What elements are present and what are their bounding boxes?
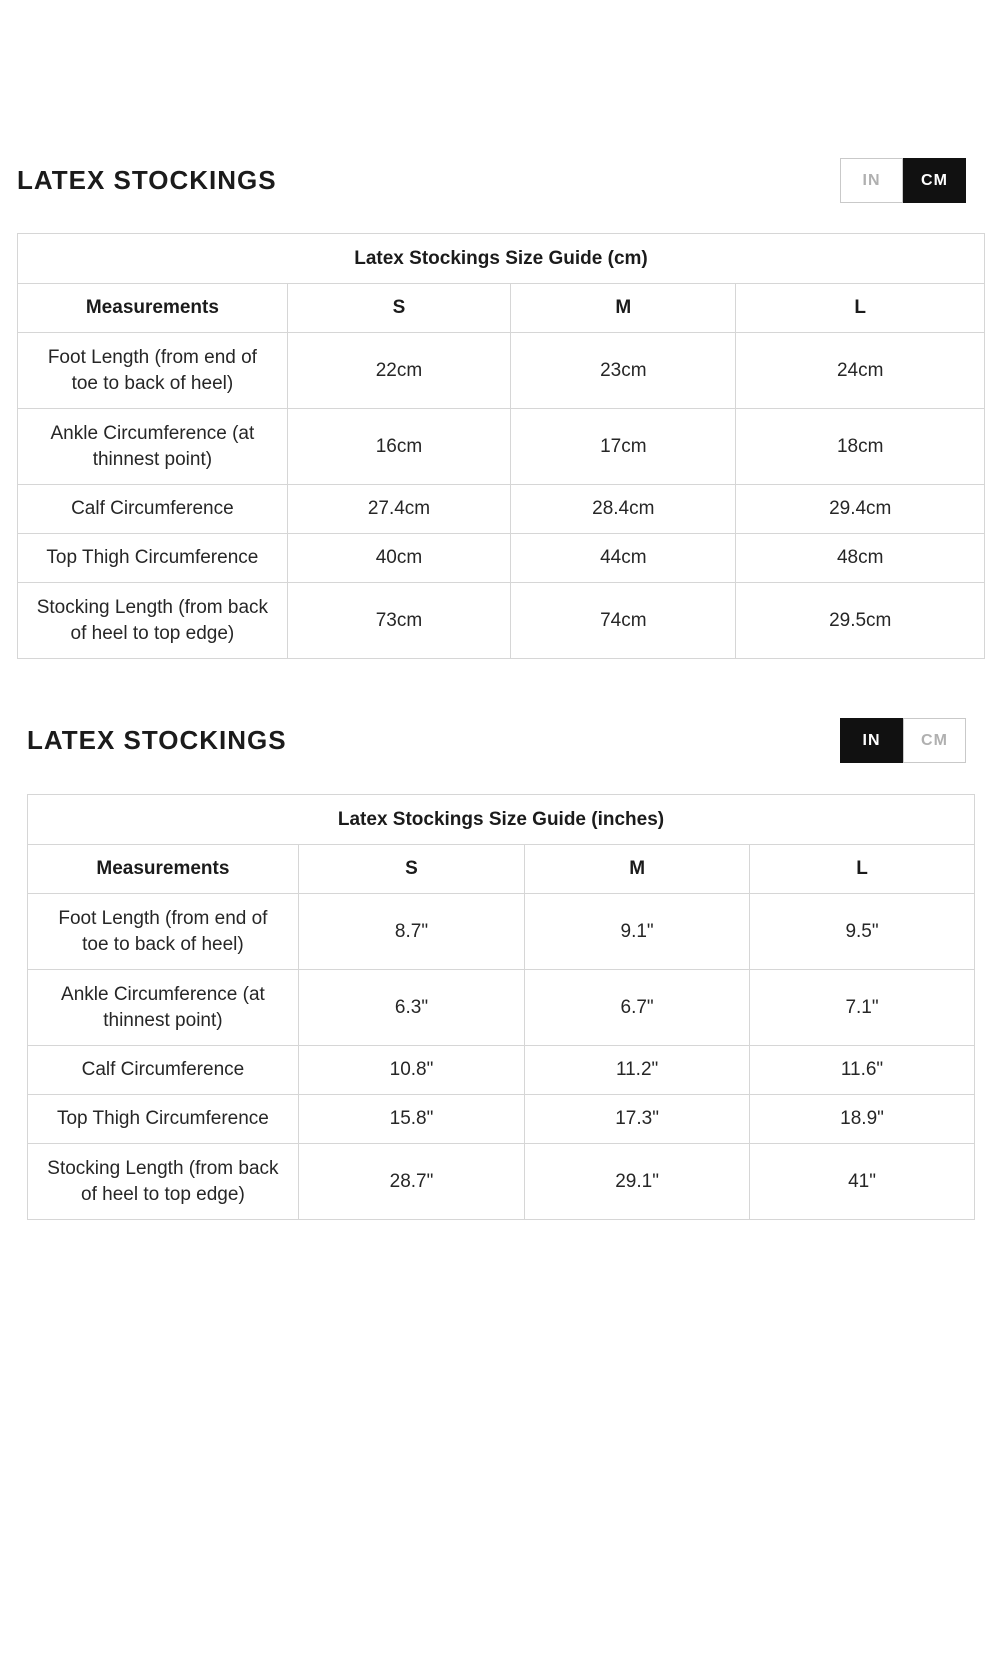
section-header <box>27 718 966 763</box>
size-table-inches-wrap <box>27 794 975 1220</box>
measurement-label: Top Thigh Circumference <box>18 534 288 583</box>
measurement-label: Stocking Length (from back of heel to top edge) <box>28 1144 299 1220</box>
measurement-label: Foot Length (from end of toe to back of heel) <box>18 333 288 409</box>
size-table-cm-wrap <box>17 233 985 659</box>
table-row <box>28 970 975 1046</box>
size-value: 9.5" <box>750 894 975 970</box>
toggle-cm-button[interactable]: CM <box>903 718 966 763</box>
size-value: 29.1" <box>525 1144 750 1220</box>
table-row <box>28 1046 975 1095</box>
table-row <box>18 333 985 409</box>
size-value: 44cm <box>511 534 736 583</box>
measurement-label: Calf Circumference <box>28 1046 299 1095</box>
size-value: 17cm <box>511 409 736 485</box>
size-value: 29.5cm <box>736 583 985 659</box>
section-inches <box>0 718 1000 1220</box>
table-row <box>18 583 985 659</box>
table-row <box>18 534 985 583</box>
column-header-s: S <box>287 284 510 333</box>
size-table-inches <box>27 794 975 1220</box>
size-value: 28.4cm <box>511 485 736 534</box>
size-value: 27.4cm <box>287 485 510 534</box>
size-value: 9.1" <box>525 894 750 970</box>
measurement-label: Foot Length (from end of toe to back of heel) <box>28 894 299 970</box>
size-value: 18.9" <box>750 1095 975 1144</box>
column-header-s: S <box>298 845 524 894</box>
table-title: Latex Stockings Size Guide (cm) <box>18 234 985 284</box>
size-value: 48cm <box>736 534 985 583</box>
size-value: 6.3" <box>298 970 524 1046</box>
measurement-label: Stocking Length (from back of heel to top edge) <box>18 583 288 659</box>
toggle-in-button[interactable]: IN <box>840 158 903 203</box>
column-header-l: L <box>736 284 985 333</box>
table-row <box>28 894 975 970</box>
table-row <box>28 1144 975 1220</box>
measurement-label: Ankle Circumference (at thinnest point) <box>18 409 288 485</box>
size-value: 24cm <box>736 333 985 409</box>
table-row <box>28 1095 975 1144</box>
table-row <box>18 409 985 485</box>
size-value: 40cm <box>287 534 510 583</box>
size-value: 28.7" <box>298 1144 524 1220</box>
size-value: 29.4cm <box>736 485 985 534</box>
size-value: 6.7" <box>525 970 750 1046</box>
section-header <box>17 158 966 203</box>
toggle-cm-button[interactable]: CM <box>903 158 966 203</box>
size-value: 73cm <box>287 583 510 659</box>
size-value: 11.6" <box>750 1046 975 1095</box>
column-header-l: L <box>750 845 975 894</box>
column-header-measurements: Measurements <box>18 284 288 333</box>
size-value: 41" <box>750 1144 975 1220</box>
column-header-m: M <box>511 284 736 333</box>
toggle-in-button[interactable]: IN <box>840 718 903 763</box>
size-value: 17.3" <box>525 1095 750 1144</box>
unit-toggle <box>840 158 966 203</box>
size-value: 15.8" <box>298 1095 524 1144</box>
column-header-row <box>18 284 985 333</box>
page-title: LATEX STOCKINGS <box>27 725 287 755</box>
size-table-cm <box>17 233 985 659</box>
measurement-label: Ankle Circumference (at thinnest point) <box>28 970 299 1046</box>
size-value: 8.7" <box>298 894 524 970</box>
size-value: 18cm <box>736 409 985 485</box>
section-cm <box>0 158 1000 659</box>
size-value: 23cm <box>511 333 736 409</box>
measurement-label: Top Thigh Circumference <box>28 1095 299 1144</box>
size-value: 10.8" <box>298 1046 524 1095</box>
column-header-m: M <box>525 845 750 894</box>
column-header-measurements: Measurements <box>28 845 299 894</box>
size-value: 16cm <box>287 409 510 485</box>
column-header-row <box>28 845 975 894</box>
table-row <box>18 485 985 534</box>
unit-toggle <box>840 718 966 763</box>
size-value: 22cm <box>287 333 510 409</box>
measurement-label: Calf Circumference <box>18 485 288 534</box>
size-value: 11.2" <box>525 1046 750 1095</box>
table-title: Latex Stockings Size Guide (inches) <box>28 795 975 845</box>
size-value: 74cm <box>511 583 736 659</box>
page-title: LATEX STOCKINGS <box>17 165 277 195</box>
size-guide-page <box>0 158 1000 1658</box>
size-value: 7.1" <box>750 970 975 1046</box>
